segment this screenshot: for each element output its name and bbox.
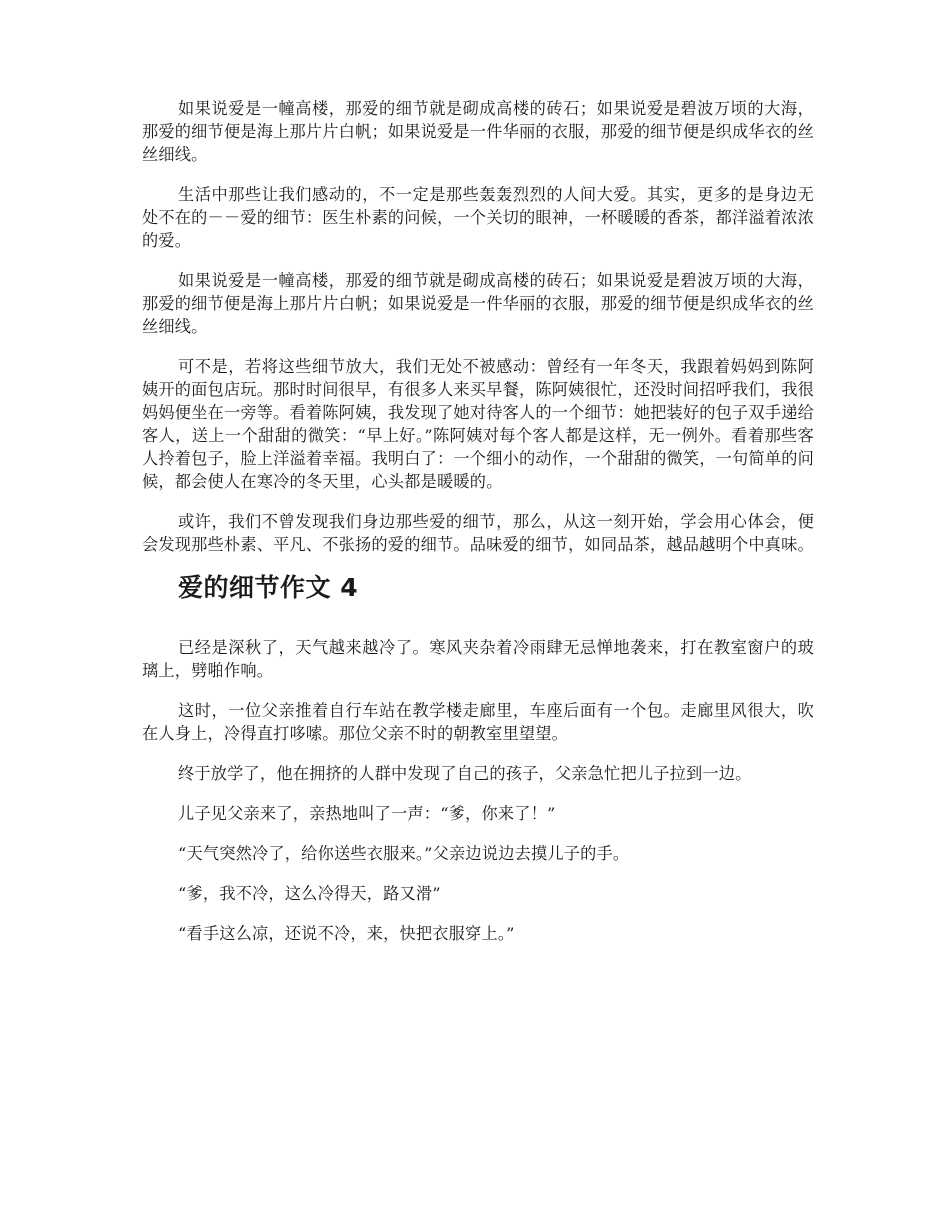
paragraph: 如果说爱是一幢高楼，那爱的细节就是砌成高楼的砖石；如果说爱是碧波万顷的大海，那爱的细节便是海上那片片白帆；如果说爱是一件华丽的衣服，那爱的细节便是织成华衣的丝丝细线。: [142, 99, 814, 164]
document-page: [142, 97, 814, 962]
dialog-line: “爹，我不冷，这么冷得天，路又滑”: [178, 884, 441, 903]
paragraph: 或许，我们不曾发现我们身边那些爱的细节，那么，从这一刻开始，学会用心体会，便会发现那些朴素、平凡、不张扬的爱的细节。品味爱的细节，如同品茶，越品越明个中真味。: [142, 512, 814, 554]
paragraph: 生活中那些让我们感动的，不一定是那些轰轰烈烈的人间大爱。其实，更多的是身边无处不在的－－爱的细节：医生朴素的问候，一个关切的眼神，一杯暖暖的香茶，都洋溢着浓浓的爱。: [142, 185, 814, 250]
paragraph: 可不是，若将这些细节放大，我们无处不被感动：曾经有一年冬天，我跟着妈妈到陈阿姨开的面包店玩。那时时间很早，有很多人来买早餐，陈阿姨很忙，还没时间招呼我们，我很妈妈便坐在一旁等。看着陈阿姨，我发现了她对待客人的一个细节：她把装好的包子双手递给客人，送上一个甜甜的微笑：“早上好。”陈阿姨对每个客人都是这样，无一例外。看着那些客人拎着包子，脸上洋溢着幸福。我明白了：一个细小的动作，一个甜甜的微笑，一句简单的问候，都会使人在寒冷的冬天里，心头都是暖暖的。: [142, 357, 814, 491]
paragraph: 这时，一位父亲推着自行车站在教学楼走廊里，车座后面有一个包。走廊里风很大，吹在人身上，冷得直打哆嗦。那位父亲不时的朝教室里望望。: [142, 701, 814, 743]
paragraph: 已经是深秋了，天气越来越冷了。寒风夹杂着冷雨肆无忌惮地袭来，打在教室窗户的玻璃上，劈啪作响。: [142, 638, 814, 680]
dialog-line: “天气突然冷了，给你送些衣服来。”父亲边说边去摸儿子的手。: [178, 844, 630, 863]
dialog-line: 儿子见父亲来了，亲热地叫了一声：“爹，你来了！”: [178, 804, 556, 823]
section-heading: 爱的细节作文 4: [178, 573, 359, 602]
paragraph: 如果说爱是一幢高楼，那爱的细节就是砌成高楼的砖石；如果说爱是碧波万顷的大海，那爱的细节便是海上那片片白帆；如果说爱是一件华丽的衣服，那爱的细节便是织成华衣的丝丝细线。: [142, 271, 814, 336]
paragraph: 终于放学了，他在拥挤的人群中发现了自己的孩子，父亲急忙把儿子拉到一边。: [178, 764, 752, 783]
dialog-line: “看手这么凉，还说不冷，来，快把衣服穿上。”: [178, 924, 515, 943]
